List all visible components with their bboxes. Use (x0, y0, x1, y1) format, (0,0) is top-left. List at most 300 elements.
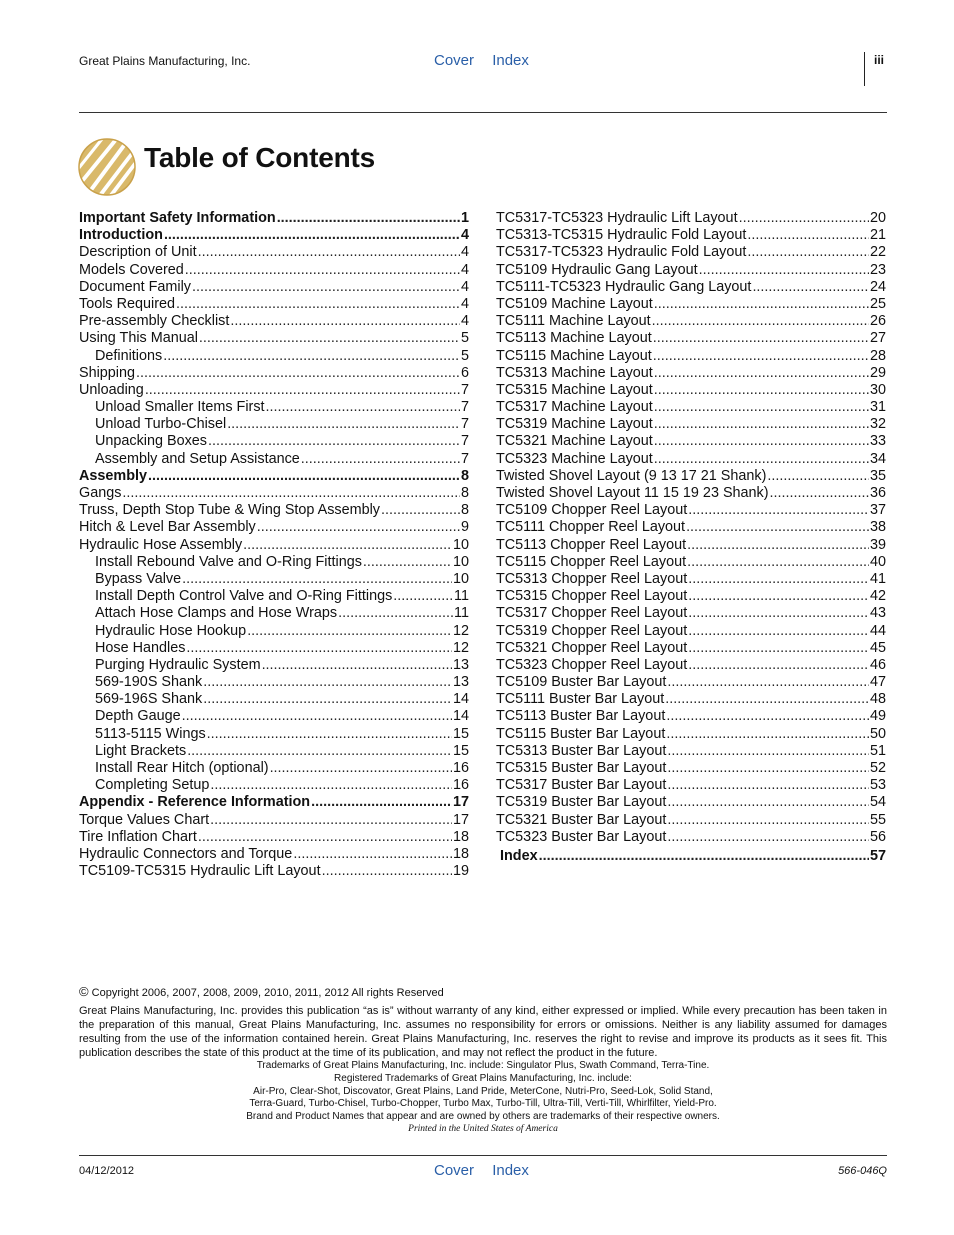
toc-entry[interactable] (496, 348, 886, 365)
toc-entry-label: TC5323 Buster Bar Layout (496, 828, 667, 845)
toc-entry-label: TC5315 Buster Bar Layout (496, 760, 667, 776)
toc-entry-label: TC5319 Chopper Reel Layout (496, 622, 688, 639)
toc-entry-page: 37 (869, 502, 886, 519)
toc-entry[interactable] (496, 365, 886, 382)
page-title: Table of Contents (144, 142, 375, 173)
toc-entry-label: Hydraulic Hose Assembly (79, 536, 243, 553)
toc-dot-leader (210, 777, 452, 794)
toc-entry[interactable] (496, 657, 886, 674)
toc-entry-label: TC5109 Hydraulic Gang Layout (496, 261, 698, 278)
trademarks-line-1: Trademarks of Great Plains Manufacturing, Inc. include: Singulator Plus, Swath Command, Terra-Tine. (256, 1060, 710, 1071)
toc-entry[interactable] (496, 691, 886, 708)
toc-entry[interactable] (79, 244, 469, 261)
toc-entry-label: TC5115 Chopper Reel Layout (496, 553, 687, 570)
toc-entry-label: Light Brackets (95, 742, 187, 759)
toc-dot-leader (667, 812, 869, 829)
toc-entry[interactable] (496, 605, 886, 622)
toc-entry[interactable] (496, 451, 886, 468)
toc-entry-page: 4 (460, 227, 469, 244)
toc-entry[interactable] (496, 519, 886, 536)
toc-right-column (496, 210, 886, 865)
footer-cover-link[interactable]: Cover (434, 1162, 475, 1179)
trademarks-line-5: Brand and Product Names that appear and are owned by others are trademarks of their respective owners. (246, 1111, 720, 1122)
toc-entry[interactable] (79, 519, 469, 536)
toc-entry-page: 9 (460, 519, 469, 536)
toc-entry-page: 50 (869, 725, 886, 742)
toc-entry[interactable] (79, 623, 469, 640)
toc-entry-page: 11 (454, 588, 469, 605)
toc-entry[interactable] (79, 451, 469, 468)
toc-entry-page: 7 (460, 381, 469, 398)
toc-entry-page: 15 (452, 742, 469, 759)
toc-dot-leader (667, 760, 869, 777)
toc-dot-leader (322, 863, 452, 880)
toc-entry-label: Truss, Depth Stop Tube & Wing Stop Assembly (79, 502, 381, 519)
toc-entry-page: 43 (869, 605, 886, 622)
toc-dot-leader (247, 623, 452, 640)
toc-entry-page: 56 (869, 828, 886, 845)
toc-entry-label: TC5321 Machine Layout (496, 433, 653, 450)
toc-entry[interactable] (79, 708, 469, 725)
toc-dot-leader (688, 657, 869, 674)
toc-entry[interactable] (496, 760, 886, 777)
toc-entry-label: Hydraulic Connectors and Torque (79, 845, 293, 862)
toc-entry-label: Hose Handles (95, 639, 186, 656)
toc-entry-page: 19 (452, 863, 469, 880)
toc-entry-label: TC5115 Machine Layout (496, 347, 652, 364)
toc-dot-leader (230, 313, 460, 330)
toc-dot-leader (277, 210, 460, 227)
toc-dot-leader (688, 502, 869, 519)
toc-entry[interactable] (496, 382, 886, 399)
toc-dot-leader (270, 760, 452, 777)
toc-entry-label: 569-196S Shank (95, 691, 203, 708)
toc-dot-leader (393, 588, 453, 605)
toc-dot-leader (186, 640, 452, 657)
toc-entry-label: TC5313 Buster Bar Layout (496, 742, 667, 759)
toc-entry[interactable] (496, 708, 886, 725)
toc-entry-page: 8 (460, 485, 469, 501)
toc-entry[interactable] (496, 433, 886, 450)
toc-entry-page: 7 (460, 433, 469, 450)
toc-entry-page: 5 (460, 330, 469, 347)
toc-entry-page: 10 (452, 570, 469, 587)
toc-entry-label: Unpacking Boxes (95, 433, 207, 450)
toc-dot-leader (257, 519, 460, 536)
toc-entry[interactable] (79, 210, 469, 227)
footer-date: 04/12/2012 (79, 1165, 135, 1177)
toc-dot-leader (686, 519, 869, 536)
toc-dot-leader (654, 433, 869, 450)
toc-entry-page: 5 (460, 347, 469, 364)
toc-entry-label: TC5317 Machine Layout (496, 399, 653, 416)
toc-entry-label: TC5113 Buster Bar Layout (496, 708, 666, 725)
toc-entry-label: Depth Gauge (95, 708, 181, 725)
toc-entry-label: TC5113 Chopper Reel Layout (496, 536, 687, 553)
toc-entry-label: Introduction (79, 227, 163, 244)
toc-dot-leader (198, 829, 452, 846)
toc-entry-page: 34 (869, 450, 886, 467)
toc-entry[interactable] (496, 829, 886, 846)
toc-dot-leader (192, 279, 460, 296)
toc-entry-page: 23 (869, 261, 886, 278)
toc-dot-leader (148, 468, 460, 485)
toc-entry[interactable] (79, 399, 469, 416)
toc-dot-leader (653, 330, 869, 347)
toc-entry-label: TC5111 Chopper Reel Layout (496, 519, 686, 536)
toc-entry-page: 32 (869, 416, 886, 433)
toc-entry[interactable] (79, 330, 469, 347)
toc-entry[interactable] (496, 623, 886, 640)
toc-entry-label: Using This Manual (79, 330, 198, 347)
copyright-line (79, 984, 444, 999)
toc-dot-leader (652, 313, 869, 330)
toc-entry[interactable] (79, 777, 469, 794)
toc-entry-page: 15 (452, 725, 469, 742)
toc-dot-leader (654, 399, 869, 416)
toc-entry-page: 18 (452, 845, 469, 862)
toc-dot-leader (262, 657, 452, 674)
toc-entry-page: 16 (452, 777, 469, 794)
toc-entry-page: 36 (869, 485, 886, 501)
toc-entry-label: TC5113 Machine Layout (496, 330, 652, 347)
toc-entry-page: 48 (869, 691, 886, 708)
toc-dot-leader (666, 726, 869, 743)
toc-dot-leader (176, 296, 460, 313)
toc-dot-leader (687, 537, 869, 554)
toc-entry[interactable] (79, 691, 469, 708)
toc-entry-page: 39 (869, 536, 886, 553)
toc-entry[interactable] (79, 657, 469, 674)
toc-entry-label: Unloading (79, 381, 144, 398)
disclaimer: Great Plains Manufacturing, Inc. provides this publication “as is” without warranty of any kind, either expressed or implied. While every precaution has been taken in the preparation of this manual, Great Plains Manufacturing, Inc. assumes no responsibility for errors or omissions. Neither is any liability assumed for damages resulting from the use of the information contained herein. Great Plains Manufacturing, Inc. reserves the right to revise and improve its products as it sees fit. This publication describes the state of this product at the time of its publication, and may not reflect the product in the future. (79, 1005, 887, 1059)
toc-entry-page: 31 (869, 399, 886, 416)
toc-entry[interactable] (79, 812, 469, 829)
toc-entry[interactable] (496, 726, 886, 743)
toc-entry[interactable] (79, 485, 469, 502)
toc-dot-leader (381, 502, 460, 519)
toc-entry-label: TC5109 Chopper Reel Layout (496, 502, 688, 519)
great-plains-sun-logo-icon (78, 138, 136, 196)
toc-entry-page: 47 (869, 674, 886, 691)
header-rule (79, 112, 887, 113)
toc-entry-label: TC5313 Chopper Reel Layout (496, 570, 688, 587)
toc-dot-leader (667, 743, 869, 760)
toc-entry-label: 5113-5115 Wings (95, 725, 206, 742)
toc-dot-leader (338, 605, 453, 622)
toc-entry-label: TC5111 Buster Bar Layout (496, 691, 665, 708)
toc-entry[interactable] (496, 279, 886, 296)
toc-entry-page: 4 (460, 278, 469, 295)
toc-dot-leader (654, 365, 869, 382)
toc-entry-label: TC5115 Buster Bar Layout (496, 725, 666, 742)
toc-entry-page: 4 (460, 244, 469, 261)
toc-entry[interactable] (79, 382, 469, 399)
toc-entry-page: 12 (452, 622, 469, 639)
toc-entry-page: 57 (869, 847, 886, 864)
toc-entry-page: 26 (869, 313, 886, 330)
toc-entry[interactable] (79, 537, 469, 554)
toc-entry[interactable] (496, 330, 886, 347)
toc-entry-page: 11 (454, 605, 469, 622)
copyright-text: Copyright 2006, 2007, 2008, 2009, 2010, 2011, 2012 All rights Reserved (91, 987, 444, 999)
toc-entry[interactable] (496, 399, 886, 416)
toc-entry-label: TC5111 Machine Layout (496, 313, 651, 330)
toc-entry-page: 40 (869, 553, 886, 570)
footer-doc-number: 566-046Q (838, 1165, 887, 1177)
toc-dot-leader (185, 262, 460, 279)
toc-entry[interactable] (496, 640, 886, 657)
toc-entry-label: Assembly and Setup Assistance (95, 450, 300, 467)
toc-dot-leader (688, 588, 869, 605)
toc-entry-label: Torque Values Chart (79, 811, 210, 828)
toc-entry[interactable] (79, 571, 469, 588)
toc-entry-label: Unload Smaller Items First (95, 399, 265, 416)
toc-entry-label: Definitions (95, 347, 163, 364)
toc-entry-page: 10 (452, 553, 469, 570)
toc-dot-leader (243, 537, 452, 554)
toc-entry-page: 18 (452, 828, 469, 845)
toc-entry[interactable] (79, 829, 469, 846)
toc-entry-label: Install Rebound Valve and O-Ring Fittings (95, 553, 362, 570)
toc-entry[interactable] (496, 571, 886, 588)
toc-entry-page: 21 (869, 227, 886, 244)
toc-entry[interactable] (79, 846, 469, 863)
toc-entry-label: Assembly (79, 467, 147, 484)
toc-entry[interactable] (496, 210, 886, 227)
toc-entry-label: TC5323 Chopper Reel Layout (496, 656, 688, 673)
printed-in-usa: Printed in the United States of America (408, 1124, 558, 1134)
toc-entry-page: 29 (869, 364, 886, 381)
toc-entry-label: TC5317-TC5323 Hydraulic Lift Layout (496, 210, 738, 226)
toc-entry[interactable] (496, 812, 886, 829)
toc-dot-leader (739, 210, 869, 227)
toc-entry-label: TC5323 Machine Layout (496, 450, 653, 467)
header-company-name: Great Plains Manufacturing, Inc. (79, 54, 251, 68)
toc-dot-leader (163, 348, 460, 365)
toc-entry-page: 6 (460, 364, 469, 381)
trademarks-line-3: Air-Pro, Clear-Shot, Discovator, Great Plains, Land Pride, MeterCone, Nutri-Pro, Seed-Lok, Solid Stand, (253, 1086, 713, 1097)
trademarks-line-4: Terra-Guard, Turbo-Chisel, Turbo-Chopper, Turbo Max, Turbo-Till, Ultra-Till, Verti-Till, Whirlfilter, Yield-Pro. (249, 1098, 717, 1109)
toc-entry[interactable] (79, 605, 469, 622)
toc-entry-label: Tire Inflation Chart (79, 828, 197, 845)
toc-entry-label: Completing Setup (95, 777, 210, 794)
toc-dot-leader (210, 812, 452, 829)
toc-entry-label: Models Covered (79, 261, 184, 278)
toc-entry-page: 28 (869, 347, 886, 364)
toc-entry-label: TC5321 Chopper Reel Layout (496, 639, 688, 656)
toc-entry-page: 8 (460, 502, 469, 519)
page-number-divider (864, 52, 865, 86)
toc-entry[interactable] (79, 296, 469, 313)
toc-entry-page: 4 (460, 295, 469, 312)
toc-entry[interactable] (496, 502, 886, 519)
toc-dot-leader (203, 691, 452, 708)
footer-rule (79, 1155, 887, 1156)
toc-entry-page: 44 (869, 622, 886, 639)
toc-dot-leader (199, 330, 460, 347)
toc-entry-label: TC5321 Buster Bar Layout (496, 811, 667, 828)
toc-entry-page: 14 (452, 691, 469, 708)
toc-dot-leader (687, 554, 869, 571)
toc-entry[interactable] (496, 313, 886, 330)
toc-entry[interactable] (496, 244, 886, 261)
toc-dot-leader (301, 451, 460, 468)
toc-entry-label: Twisted Shovel Layout 11 15 19 23 Shank) (496, 485, 769, 501)
copyright-symbol: © (79, 984, 89, 999)
toc-entry-label: TC5317-TC5323 Hydraulic Fold Layout (496, 244, 747, 261)
toc-entry-label: TC5109 Buster Bar Layout (496, 674, 667, 691)
toc-dot-leader (665, 691, 869, 708)
toc-entry-page: 4 (460, 261, 469, 278)
toc-entry-page: 4 (460, 313, 469, 330)
toc-entry[interactable] (79, 502, 469, 519)
toc-entry[interactable] (496, 537, 886, 554)
toc-entry[interactable] (496, 416, 886, 433)
toc-entry[interactable] (496, 468, 886, 485)
toc-dot-leader (198, 244, 460, 261)
toc-entry[interactable] (79, 554, 469, 571)
toc-dot-leader (311, 794, 452, 811)
toc-left-column (79, 210, 469, 880)
toc-entry-label: TC5313-TC5315 Hydraulic Fold Layout (496, 227, 747, 244)
header-index-link[interactable]: Index (492, 52, 529, 69)
toc-dot-leader (688, 640, 869, 657)
toc-dot-leader (654, 382, 869, 399)
toc-entry[interactable] (79, 794, 469, 811)
toc-entry-label: Description of Unit (79, 244, 197, 261)
toc-entry-label: Index (500, 847, 538, 864)
toc-entry[interactable] (79, 468, 469, 485)
toc-entry[interactable] (79, 640, 469, 657)
toc-entry[interactable] (79, 760, 469, 777)
toc-dot-leader (187, 743, 452, 760)
toc-entry-label: Bypass Valve (95, 570, 182, 587)
toc-entry-label: TC5315 Machine Layout (496, 381, 653, 398)
toc-dot-leader (667, 674, 869, 691)
toc-entry[interactable] (496, 743, 886, 760)
toc-entry-label: TC5319 Buster Bar Layout (496, 794, 667, 811)
toc-entry-label: Tools Required (79, 295, 175, 312)
page-number: iii (874, 53, 885, 67)
toc-entry-page: 7 (460, 416, 469, 433)
toc-entry[interactable] (79, 433, 469, 450)
toc-entry-page: 52 (869, 760, 886, 776)
toc-entry[interactable] (79, 348, 469, 365)
toc-entry[interactable] (79, 588, 469, 605)
toc-entry-page: 41 (869, 570, 886, 587)
toc-dot-leader (667, 777, 869, 794)
toc-entry-label: Hydraulic Hose Hookup (95, 622, 247, 639)
toc-entry-page: 16 (452, 760, 469, 776)
toc-entry-page: 8 (460, 467, 469, 484)
toc-entry-label: TC5315 Chopper Reel Layout (496, 588, 688, 605)
toc-entry-label: Unload Turbo-Chisel (95, 416, 227, 433)
toc-entry-page: 20 (869, 210, 886, 226)
header-nav (434, 52, 543, 69)
toc-entry-label: Appendix - Reference Information (79, 794, 311, 811)
toc-entry-label: TC5313 Machine Layout (496, 364, 653, 381)
toc-entry-page: 51 (869, 742, 886, 759)
toc-entry[interactable] (496, 296, 886, 313)
toc-dot-leader (688, 623, 869, 640)
toc-dot-leader (182, 708, 452, 725)
toc-entry-page: 53 (869, 777, 886, 794)
header-cover-link[interactable]: Cover (434, 52, 475, 69)
toc-dot-leader (266, 399, 460, 416)
toc-dot-leader (164, 227, 460, 244)
toc-entry-page: 7 (460, 450, 469, 467)
toc-entry[interactable] (79, 227, 469, 244)
toc-entry[interactable] (79, 416, 469, 433)
toc-entry[interactable] (79, 313, 469, 330)
toc-dot-leader (182, 571, 452, 588)
toc-entry[interactable] (79, 743, 469, 760)
toc-entry[interactable] (79, 365, 469, 382)
toc-dot-leader (539, 848, 869, 865)
toc-entry-page: 22 (869, 244, 886, 261)
toc-entry-page: 7 (460, 399, 469, 416)
toc-entry-page: 27 (869, 330, 886, 347)
toc-dot-leader (653, 348, 869, 365)
toc-entry-label: 569-190S Shank (95, 674, 203, 691)
footer-index-link[interactable]: Index (492, 1162, 529, 1179)
toc-entry-label: Document Family (79, 278, 191, 295)
toc-entry[interactable] (496, 777, 886, 794)
toc-dot-leader (667, 829, 869, 846)
toc-entry[interactable] (79, 863, 469, 880)
toc-entry-label: TC5109-TC5315 Hydraulic Lift Layout (79, 863, 321, 880)
toc-entry-page: 49 (869, 708, 886, 725)
toc-entry[interactable] (79, 279, 469, 296)
toc-entry[interactable] (496, 485, 886, 502)
toc-dot-leader (654, 416, 869, 433)
toc-entry-page: 33 (869, 433, 886, 450)
toc-entry[interactable] (79, 726, 469, 743)
toc-dot-leader (145, 382, 460, 399)
toc-entry-page: 55 (869, 811, 886, 828)
toc-entry-label: Gangs (79, 485, 122, 501)
trademarks-line-2: Registered Trademarks of Great Plains Manufacturing, Inc. include: (334, 1073, 632, 1084)
toc-entry[interactable] (79, 674, 469, 691)
toc-dot-leader (207, 726, 452, 743)
toc-dot-leader (767, 468, 869, 485)
toc-entry[interactable] (496, 554, 886, 571)
toc-entry[interactable] (496, 674, 886, 691)
toc-entry[interactable] (496, 848, 886, 865)
toc-entry[interactable] (496, 262, 886, 279)
toc-dot-leader (122, 485, 460, 502)
toc-entry-page: 12 (452, 639, 469, 656)
toc-dot-leader (293, 846, 452, 863)
toc-entry-page: 35 (869, 467, 886, 484)
toc-entry[interactable] (496, 227, 886, 244)
toc-entry-label: TC5319 Machine Layout (496, 416, 653, 433)
toc-entry-page: 13 (452, 674, 469, 691)
toc-entry-page: 13 (452, 656, 469, 673)
toc-dot-leader (203, 674, 452, 691)
toc-entry-page: 17 (452, 811, 469, 828)
toc-dot-leader (747, 227, 869, 244)
toc-entry-page: 42 (869, 588, 886, 605)
toc-entry[interactable] (79, 262, 469, 279)
toc-dot-leader (667, 794, 869, 811)
toc-entry-label: TC5317 Buster Bar Layout (496, 777, 667, 794)
toc-dot-leader (688, 571, 869, 588)
toc-entry[interactable] (496, 588, 886, 605)
toc-dot-leader (208, 433, 460, 450)
toc-entry[interactable] (496, 794, 886, 811)
